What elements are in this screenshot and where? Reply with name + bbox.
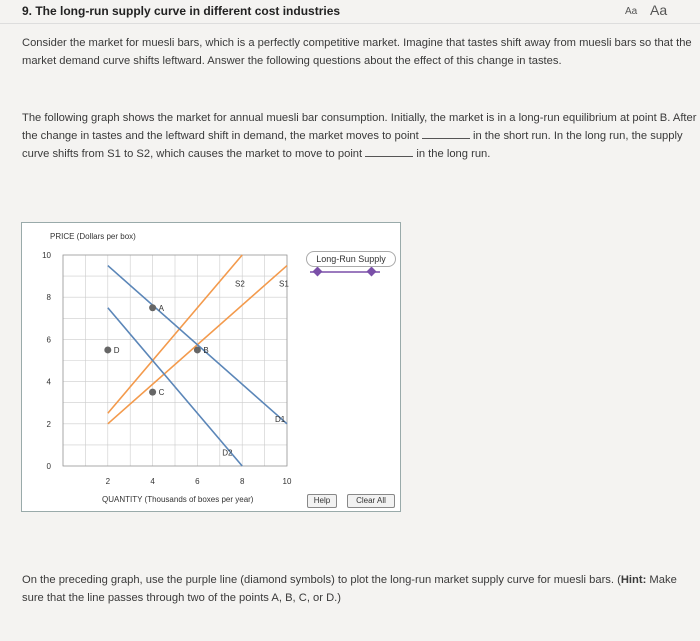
point-a-label: A — [158, 303, 164, 313]
lrs-legend-symbol[interactable] — [310, 267, 380, 277]
point-d-label: D — [113, 345, 120, 355]
y-tick-label: 4 — [46, 377, 51, 387]
instruction-paragraph — [22, 571, 687, 607]
header-divider — [0, 23, 700, 24]
equilibrium-points — [104, 304, 208, 397]
instruction-text-1: On the preceding graph, use the purple line (diamond symbols) to plot the long-run market supply curve for muesli bars. ( — [22, 574, 621, 586]
y-axis-title: PRICE (Dollars per box) — [50, 232, 136, 241]
curve-label-s1: S1 — [279, 279, 289, 289]
x-tick-label: 6 — [195, 477, 200, 486]
curve-label-d1: D1 — [275, 414, 286, 424]
point-c-label: C — [158, 388, 165, 398]
x-tick-label: 8 — [239, 477, 245, 486]
description-text-2: in the short run. In the long run, the supply curve shifts from S1 to S2, which causes the market to move to — [22, 130, 683, 160]
point-c-marker — [149, 389, 156, 396]
long-run-point-blank[interactable] — [365, 145, 413, 157]
curve-label-d2: D2 — [222, 448, 233, 458]
short-run-point-blank[interactable] — [422, 127, 470, 139]
long-run-supply-legend[interactable]: Long-Run Supply — [306, 251, 396, 267]
point-b-label: B — [203, 345, 209, 355]
description-text-4: in the long run. — [416, 148, 491, 160]
y-tick-label: 10 — [42, 251, 51, 260]
y-tick-label: 8 — [46, 293, 51, 303]
x-tick-label: 4 — [150, 477, 155, 486]
point-b-marker — [194, 346, 201, 353]
y-tick-label: 0 — [46, 462, 51, 471]
description-text-3: point — [337, 148, 363, 160]
lrs-diamond-icon[interactable] — [367, 267, 377, 277]
instruction-text-2: Make sure that the line passes through two of the points A, B, C, or D.) — [22, 574, 677, 604]
font-size-increase-button[interactable]: Aa — [650, 2, 668, 18]
y-tick-label: 2 — [46, 419, 51, 429]
point-d-marker — [104, 346, 111, 353]
help-button[interactable]: Help — [307, 494, 337, 508]
hint-label: Hint: — [620, 574, 647, 586]
graph-panel — [21, 222, 401, 512]
question-header — [0, 0, 700, 22]
y-tick-label: 6 — [46, 335, 51, 345]
font-size-decrease-button[interactable]: Aa — [625, 6, 638, 17]
x-tick-label: 2 — [105, 477, 111, 486]
description-paragraph — [22, 109, 697, 163]
lrs-diamond-icon[interactable] — [313, 267, 323, 277]
curve-label-s2: S2 — [235, 279, 245, 289]
point-a-marker — [149, 304, 156, 311]
x-axis-title: QUANTITY (Thousands of boxes per year) — [102, 495, 254, 504]
x-tick-label: 10 — [282, 477, 292, 486]
question-title: 9. The long-run supply curve in different cost industries — [22, 4, 341, 18]
clear-all-button[interactable]: Clear All — [347, 494, 395, 508]
axis-ticks — [42, 251, 292, 486]
grid — [63, 255, 287, 466]
description-text-1: The following graph shows the market for annual muesli bar consumption. Initially, the market is in a long-run equilibrium at point B. After the change in tastes and the leftward shift in demand, the market moves to point — [22, 112, 697, 142]
intro-paragraph: Consider the market for muesli bars, which is a perfectly competitive market. Imagine that tastes shift away from muesli bars so that the market demand curve shifts leftward. Answer the following questions about the effect of this change in tastes. — [22, 37, 692, 67]
